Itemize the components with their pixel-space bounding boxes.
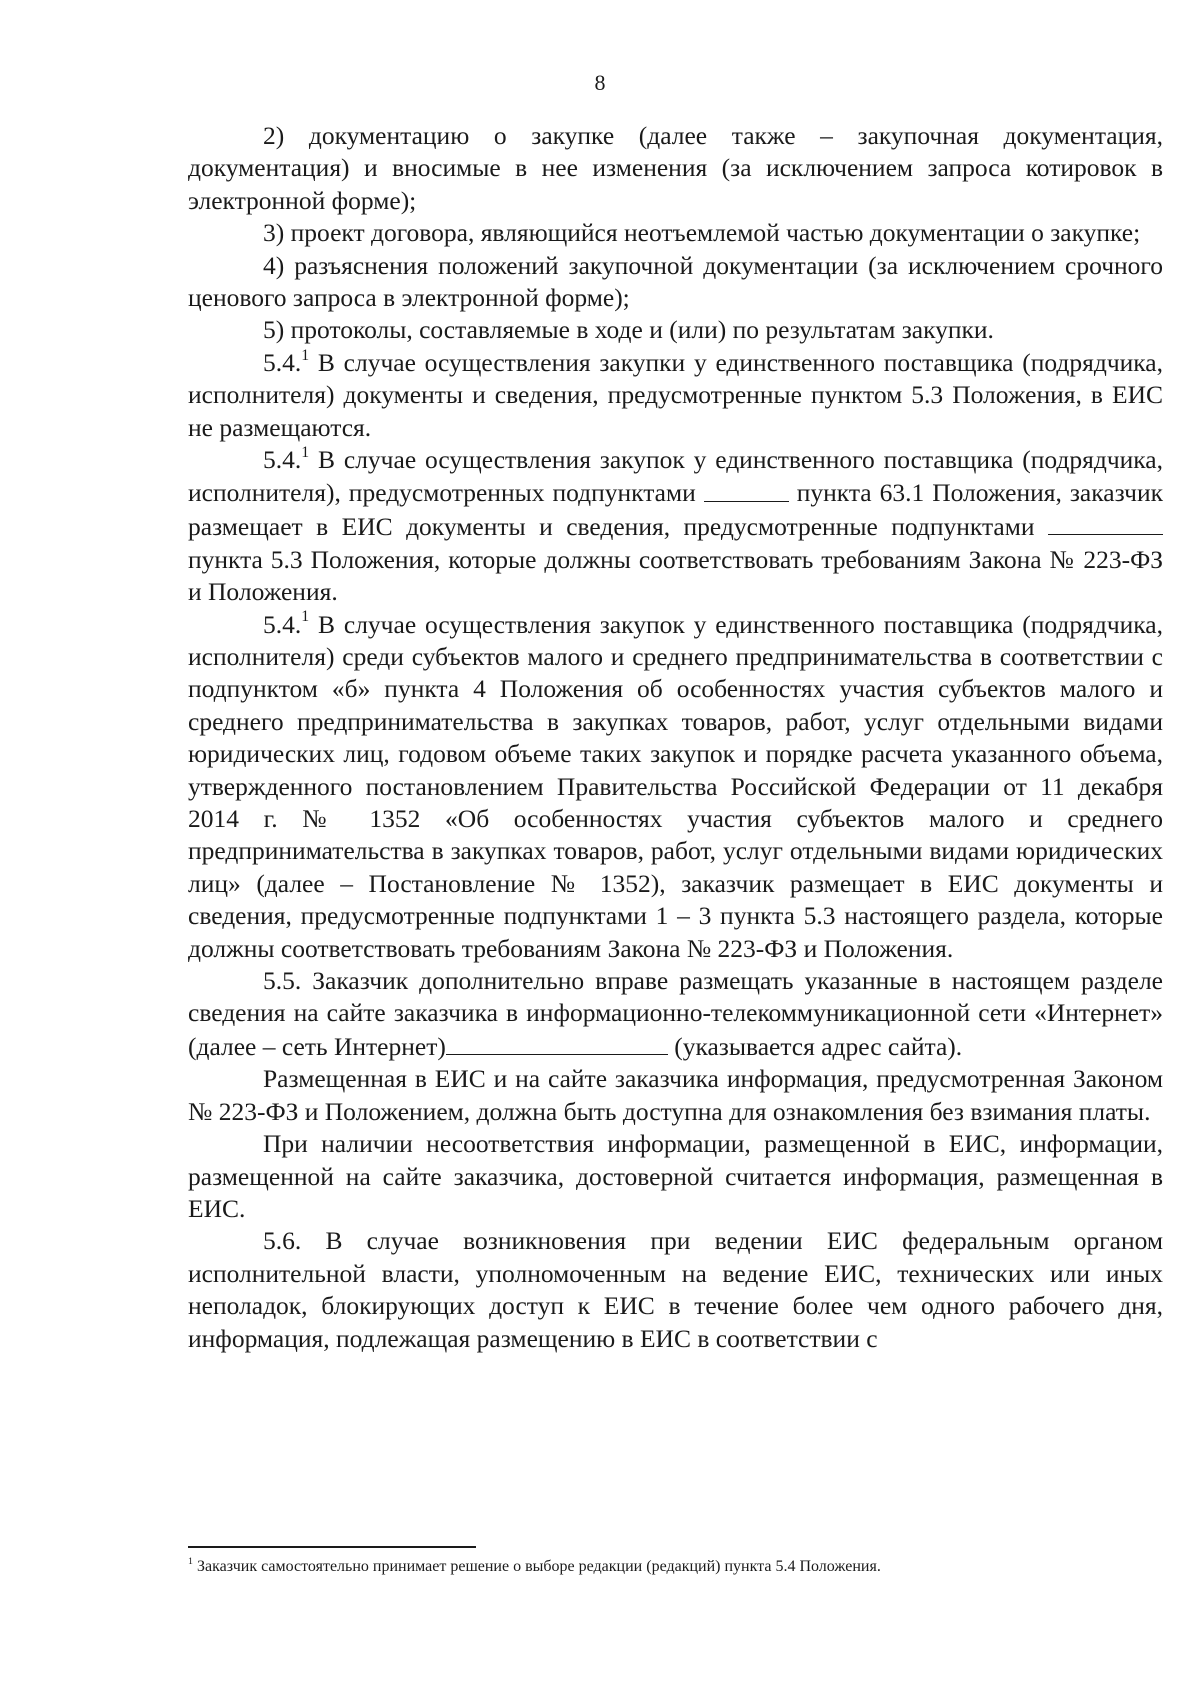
footnote-ref: 1 (301, 608, 310, 626)
clause-text: 5.5. Заказчик дополнительно вправе размещать указанные в настоящем разделе сведения на сайте заказчика в информационно-телекоммуникационной сети «Интернет» (далее – сеть Интернет) (188, 966, 1163, 1062)
fill-in-blank (704, 476, 789, 501)
paragraph-5-5 (188, 965, 1163, 1063)
clause-number: 5.4. (263, 609, 302, 639)
footnote-mark: 1 (188, 1555, 193, 1567)
clause-text: пункта 5.3 Положения, которые должны соответствовать требованиям Закона № 223-ФЗ и Положения. (188, 544, 1163, 607)
paragraph-5-4-variant-2 (188, 444, 1163, 608)
paragraph-5-5-availability: Размещенная в ЕИС и на сайте заказчика информация, предусмотренная Законом № 223-ФЗ и Положением, должна быть доступна для ознакомления без взимания платы. (188, 1064, 1163, 1126)
item-5: 5) протоколы, составляемые в ходе и (или) по результатам закупки. (263, 315, 994, 345)
clause-number: 5.4. (263, 445, 302, 475)
clause-text: пункта 63.1 Положения, заказчик размещает в ЕИС документы и сведения, предусмотренные подпунктами (188, 478, 1163, 542)
clause-text: В случае осуществления закупки у единственного поставщика (подрядчика, исполнителя) документы и сведения, предусмотренные пунктом 5.3 Положения, в ЕИС не размещаются. (188, 347, 1163, 442)
clause-text: (указывается адрес сайта). (667, 1032, 963, 1062)
clause-text: В случае осуществления закупок у единственного поставщика (подрядчика, исполнителя) среди субъектов малого и среднего предпринимательства в соответствии с подпунктом «б» пункта 4 Положения об особенностях участия субъектов малого и среднего предпринимательства в закупках товаров, работ, услуг отдельными видами юридических лиц, годовом объеме таких закупок и порядке расчета указанного объема, утвержденного постановлением Правительства Российской Федерации от 11 декабря 2014 г. № 1352 «Об особенностях участия субъектов малого и среднего предпринимательства в закупках товаров, работ, услуг отдельными видами юридических лиц» (далее – Постановление № 1352), заказчик размещает в ЕИС документы и сведения, предусмотренные подпунктами 1 – 3 пункта 5.3 настоящего раздела, которые должны соответствовать требованиям Закона № 223-ФЗ и Положения. (188, 609, 1163, 963)
fill-in-blank (446, 1030, 668, 1055)
item-3: 3) проект договора, являющийся неотъемлемой частью документации о закупке; (263, 218, 1141, 248)
footnote-divider (188, 1546, 476, 1548)
footnote-ref: 1 (301, 443, 310, 461)
footnote (188, 1556, 1163, 1578)
clause-number: 5.4. (263, 347, 302, 377)
paragraph-5-6: 5.6. В случае возникновения при ведении ЕИС федеральным органом исполнительной власти, уполномоченным на ведение ЕИС, технических или иных неполадок, блокирующих доступ к ЕИС в течение более чем одного рабочего дня, информация, подлежащая размещению в ЕИС в соответствии с (188, 1226, 1163, 1353)
page-number: 8 (594, 70, 606, 95)
document-body (188, 120, 1163, 1355)
item-4: 4) разъяснения положений закупочной документации (за исключением срочного ценового запроса в электронной форме); (188, 250, 1163, 313)
fill-in-blank (1048, 510, 1163, 535)
footnote-ref: 1 (301, 346, 310, 364)
paragraph-5-4-variant-3 (188, 609, 1163, 965)
paragraph-5-5-discrepancy: При наличии несоответствия информации, размещенной в ЕИС, информации, размещенной на сайте заказчика, достоверной считается информация, размещенная в ЕИС. (188, 1129, 1163, 1224)
item-2: 2) документацию о закупке (далее также – закупочная документация, документация) и вносимые в нее изменения (за исключением запроса котировок в электронной форме); (188, 121, 1163, 215)
clause-text: В случае осуществления закупок у единственного поставщика (подрядчика, исполнителя), предусмотренных подпунктами (188, 445, 1163, 508)
paragraph-5-4-variant-1 (188, 347, 1163, 444)
footnote-text: Заказчик самостоятельно принимает решение о выборе редакции (редакций) пункта 5.4 Положения. (192, 1558, 881, 1575)
